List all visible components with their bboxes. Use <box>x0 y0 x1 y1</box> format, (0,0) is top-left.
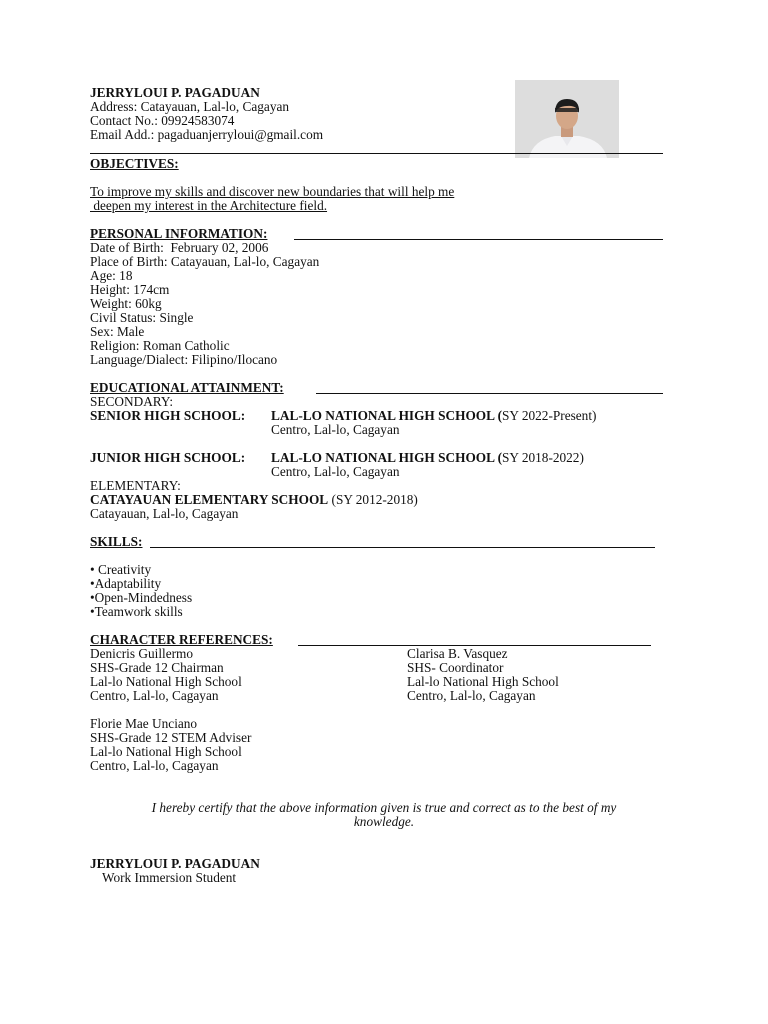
reference-2-position: SHS- Coordinator <box>407 660 504 675</box>
address-line: Address: Catayauan, Lal-lo, Cagayan <box>90 99 290 114</box>
birthplace-line: Place of Birth: Catayauan, Lal-lo, Cagayan <box>90 254 320 269</box>
education-rule <box>316 393 663 394</box>
signature-name: JERRYLOUI P. PAGADUAN <box>90 856 260 871</box>
reference-3-position: SHS-Grade 12 STEM Adviser <box>90 730 252 745</box>
reference-2-school: Lal-lo National High School <box>407 674 559 689</box>
applicant-photo <box>515 80 619 158</box>
signature-role: Work Immersion Student <box>102 870 237 885</box>
reference-1-location: Centro, Lal-lo, Cagayan <box>90 688 219 703</box>
secondary-label: SECONDARY: <box>90 394 174 409</box>
religion-line: Religion: Roman Catholic <box>90 338 230 353</box>
skills-heading: SKILLS: <box>90 534 143 549</box>
reference-2-name: Clarisa B. Vasquez <box>407 646 508 661</box>
email-line: Email Add.: pagaduanjerryloui@gmail.com <box>90 127 324 142</box>
jhs-entry <box>271 451 584 465</box>
sex-line: Sex: Male <box>90 324 145 339</box>
personal-info-heading: PERSONAL INFORMATION: <box>90 226 268 241</box>
references-heading: CHARACTER REFERENCES: <box>90 632 273 647</box>
objectives-heading: OBJECTIVES: <box>90 156 179 171</box>
shs-years: SY 2022-Present) <box>502 408 597 423</box>
contact-line: Contact No.: 09924583074 <box>90 113 235 128</box>
language-line: Language/Dialect: Filipino/Ilocano <box>90 352 278 367</box>
elementary-entry <box>90 493 418 507</box>
certification-line-2: knowledge. <box>353 814 415 829</box>
elementary-location: Catayauan, Lal-lo, Cagayan <box>90 506 239 521</box>
reference-1-position: SHS-Grade 12 Chairman <box>90 660 224 675</box>
personal-info-rule <box>294 239 663 240</box>
jhs-location: Centro, Lal-lo, Cagayan <box>271 464 400 479</box>
skill-item: •Open-Mindedness <box>90 590 193 605</box>
dob-line: Date of Birth: February 02, 2006 <box>90 240 269 255</box>
elementary-label: ELEMENTARY: <box>90 478 181 493</box>
jhs-school: LAL-LO NATIONAL HIGH SCHOOL ( <box>271 450 503 465</box>
skill-item: •Adaptability <box>90 576 162 591</box>
reference-3-name: Florie Mae Unciano <box>90 716 198 731</box>
reference-2-location: Centro, Lal-lo, Cagayan <box>407 688 536 703</box>
civil-status-line: Civil Status: Single <box>90 310 194 325</box>
skill-item: • Creativity <box>90 562 152 577</box>
age-line: Age: 18 <box>90 268 133 283</box>
reference-3-school: Lal-lo National High School <box>90 744 242 759</box>
objective-line-2: deepen my interest in the Architecture field. <box>90 198 328 213</box>
objective-line-1: To improve my skills and discover new boundaries that will help me <box>90 184 455 199</box>
portrait-image <box>515 80 619 158</box>
weight-line: Weight: 60kg <box>90 296 162 311</box>
applicant-name: JERRYLOUI P. PAGADUAN <box>90 85 260 100</box>
reference-3-location: Centro, Lal-lo, Cagayan <box>90 758 219 773</box>
skills-rule <box>150 547 655 548</box>
height-line: Height: 174cm <box>90 282 170 297</box>
shs-entry <box>271 409 596 423</box>
elementary-years: (SY 2012-2018) <box>328 492 418 507</box>
jhs-years: SY 2018-2022) <box>502 450 584 465</box>
shs-label: SENIOR HIGH SCHOOL: <box>90 408 246 423</box>
shs-school: LAL-LO NATIONAL HIGH SCHOOL ( <box>271 408 503 423</box>
skill-item: •Teamwork skills <box>90 604 183 619</box>
elementary-school: CATAYAUAN ELEMENTARY SCHOOL <box>90 492 329 507</box>
certification-line-1: I hereby certify that the above information given is true and correct as to the best of my <box>151 800 617 815</box>
header-divider <box>90 153 663 154</box>
education-heading: EDUCATIONAL ATTAINMENT: <box>90 380 284 395</box>
shs-location: Centro, Lal-lo, Cagayan <box>271 422 400 437</box>
jhs-label: JUNIOR HIGH SCHOOL: <box>90 450 246 465</box>
reference-1-school: Lal-lo National High School <box>90 674 242 689</box>
reference-1-name: Denicris Guillermo <box>90 646 194 661</box>
